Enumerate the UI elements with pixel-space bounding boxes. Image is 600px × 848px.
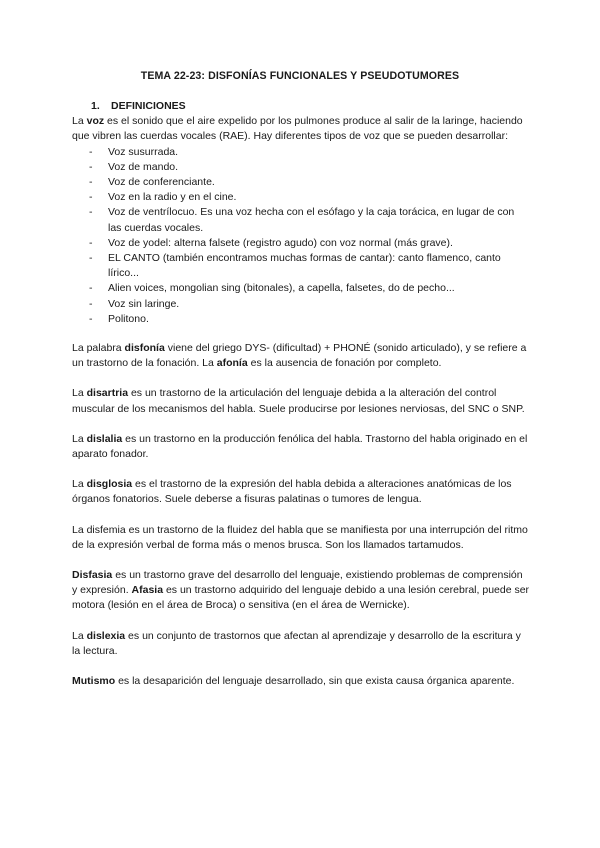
- text-run: La: [72, 478, 87, 491]
- mutismo-paragraph: [72, 674, 530, 689]
- text-run: es la desaparición del lenguaje desarrollado, sin que exista causa órganica aparente.: [115, 675, 515, 688]
- disartria-paragraph: [72, 386, 530, 416]
- text-run: es la ausencia de fonación por completo.: [247, 357, 442, 370]
- text-run: es un trastorno de la articulación del lenguaje debida a la alteración del control muscular de los mecanismos del habla. Suele producirse por lesiones nerviosas, del SNC o SNP.: [72, 387, 525, 415]
- list-item: - Voz de yodel: alterna falsete (registro agudo) con voz normal (más grave).: [72, 236, 530, 251]
- text-run: es un trastorno en la producción fenólica del habla. Trastorno del habla originado en el aparato fonador.: [72, 432, 528, 461]
- voice-types-list: [72, 145, 530, 327]
- document-body: [72, 99, 530, 689]
- disglosia-paragraph: [72, 477, 530, 507]
- disfasia-paragraph: [72, 568, 530, 614]
- term-afasia: Afasia: [131, 584, 164, 597]
- text-run: es un trastorno adquirido del lenguaje debido a una lesión cerebral, puede ser motora (lesión en el área de Broca) o sensitiva (en el área de Wernicke).: [72, 584, 530, 612]
- text-run: La disfemia es un trastorno de la fluidez del habla que se manifiesta por una interrupción del ritmo de la expresión verbal de forma más o menos brusca. Son los llamados tartamudos.: [72, 523, 528, 551]
- list-item: - Politono.: [72, 312, 530, 327]
- document-title: TEMA 22-23: DISFONÍAS FUNCIONALES Y PSEUDOTUMORES: [140, 70, 460, 82]
- term-voz: voz: [86, 115, 105, 128]
- intro-paragraph: [72, 114, 530, 144]
- list-item: - Voz de mando.: [72, 160, 530, 175]
- list-item: - Alien voices, mongolian sing (bitonales), a capella, falsetes, do de pecho...: [72, 281, 530, 296]
- text-run: viene del griego DYS- (dificultad) + PHONÉ (sonido articulado), y se refiere a un trastorno de la fonación. La: [72, 342, 527, 370]
- term-dislalia: dislalia: [86, 432, 123, 445]
- list-item: - Voz de ventrílocuo. Es una voz hecha con el esófago y la caja torácica, en lugar de con las cuerdas vocales.: [72, 205, 530, 235]
- term-afonia: afonía: [216, 357, 248, 370]
- dislalia-paragraph: [72, 432, 530, 462]
- term-disglosia: disglosia: [86, 478, 133, 491]
- disfonia-paragraph: [72, 341, 530, 371]
- list-item: - Voz sin laringe.: [72, 297, 530, 312]
- term-disartria: disartria: [86, 387, 129, 400]
- term-disfonia: disfonía: [124, 342, 165, 355]
- term-mutismo: Mutismo: [72, 675, 116, 688]
- text-run: La: [72, 387, 87, 400]
- list-item: - Voz en la radio y en el cine.: [72, 190, 530, 205]
- dislexia-paragraph: [72, 629, 530, 659]
- text-run: La: [72, 432, 87, 445]
- text-run: es el sonido que el aire expelido por los pulmones produce al salir de la laringe, haciendo que vibren las cuerdas vocales (RAE). Hay diferentes tipos de voz que se pueden desarrollar:: [72, 115, 523, 143]
- text-run: es un trastorno grave del desarrollo del lenguaje, existiendo problemas de comprensión y expresión.: [72, 569, 523, 597]
- text-run: es un conjunto de trastornos que afectan al aprendizaje y desarrollo de la escritura y la lectura.: [72, 629, 521, 657]
- list-item: - Voz de conferenciante.: [72, 175, 530, 190]
- text-run: es el trastorno de la expresión del habla debida a alteraciones anatómicas de los órganos fonatorios. Suele deberse a fisuras palatinas o tumores de lengua.: [72, 478, 512, 506]
- list-item: - EL CANTO (también encontramos muchas formas de cantar): canto flamenco, canto lírico...: [72, 251, 530, 281]
- text-run: La: [72, 629, 87, 642]
- list-item: - Voz susurrada.: [72, 145, 530, 160]
- term-disfasia: Disfasia: [72, 569, 113, 582]
- text-run: La: [72, 115, 87, 128]
- section-label: DEFINICIONES: [111, 100, 186, 112]
- section-number: 1.: [91, 100, 100, 112]
- section-heading: [91, 99, 530, 114]
- disfemia-paragraph: [72, 523, 530, 553]
- term-dislexia: dislexia: [86, 629, 126, 642]
- text-run: La palabra: [72, 342, 125, 355]
